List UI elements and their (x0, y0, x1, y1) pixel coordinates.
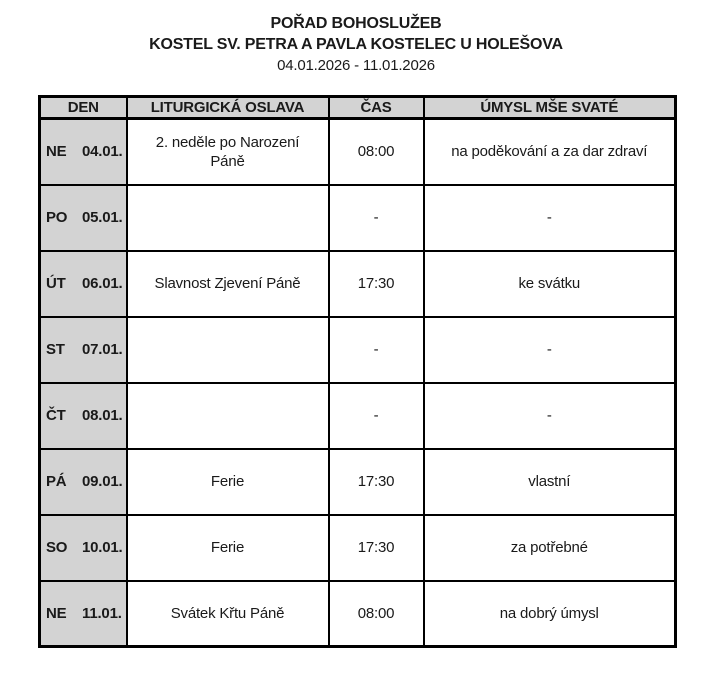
day-cell (40, 119, 127, 185)
col-header-den: DEN (40, 97, 127, 119)
intention-cell: na poděkování a za dar zdraví (424, 119, 676, 185)
schedule-body (40, 119, 676, 647)
table-row (40, 119, 676, 185)
col-header-umysl-mse-svate: ÚMYSL MŠE SVATÉ (424, 97, 676, 119)
celebration-cell (127, 185, 329, 251)
day-cell (40, 383, 127, 449)
intention-cell: vlastní (424, 449, 676, 515)
day-date: 10.01. (82, 539, 123, 556)
table-row (40, 185, 676, 251)
table-row (40, 581, 676, 647)
day-cell (40, 185, 127, 251)
day-abbr: PO (46, 209, 68, 226)
schedule-table (38, 95, 677, 648)
day-cell (40, 515, 127, 581)
col-header-liturgicka-oslava: LITURGICKÁ OSLAVA (127, 97, 329, 119)
time-cell: 17:30 (329, 251, 424, 317)
intention-cell: - (424, 185, 676, 251)
day-date: 07.01. (82, 341, 123, 358)
celebration-cell (127, 383, 329, 449)
table-row (40, 515, 676, 581)
time-cell: 08:00 (329, 581, 424, 647)
col-header-cas: ČAS (329, 97, 424, 119)
day-cell (40, 317, 127, 383)
day-date: 04.01. (82, 143, 123, 161)
day-date: 09.01. (82, 473, 123, 490)
table-row (40, 449, 676, 515)
celebration-cell: 2. neděle po Narození Páně (127, 119, 329, 185)
day-abbr: ČT (46, 407, 66, 424)
celebration-cell (127, 317, 329, 383)
table-row (40, 317, 676, 383)
time-cell: - (329, 383, 424, 449)
day-abbr: NE (46, 604, 67, 622)
table-row (40, 383, 676, 449)
day-date: 05.01. (82, 209, 123, 226)
day-cell (40, 581, 127, 647)
day-date: 11.01. (82, 604, 122, 622)
time-cell: 17:30 (329, 515, 424, 581)
celebration-cell: Ferie (127, 515, 329, 581)
celebration-cell: Svátek Křtu Páně (127, 581, 329, 647)
intention-cell: - (424, 317, 676, 383)
page-title: POŘAD BOHOSLUŽEB (270, 15, 442, 32)
time-cell: - (329, 317, 424, 383)
date-range: 04.01.2026 - 11.01.2026 (277, 57, 435, 74)
day-cell (40, 449, 127, 515)
time-cell: - (329, 185, 424, 251)
celebration-cell: Ferie (127, 449, 329, 515)
time-cell: 08:00 (329, 119, 424, 185)
day-date: 08.01. (82, 407, 123, 424)
day-date: 06.01. (82, 275, 123, 292)
day-abbr: SO (46, 539, 68, 556)
intention-cell: ke svátku (424, 251, 676, 317)
day-abbr: ÚT (46, 275, 66, 292)
day-abbr: PÁ (46, 473, 67, 490)
time-cell: 17:30 (329, 449, 424, 515)
day-abbr: ST (46, 341, 65, 358)
church-name: KOSTEL SV. PETRA A PAVLA KOSTELEC U HOLEŠOVA (149, 36, 563, 53)
intention-cell: za potřebné (424, 515, 676, 581)
day-abbr: NE (46, 143, 67, 161)
header-row (40, 97, 676, 119)
table-row (40, 251, 676, 317)
intention-cell: na dobrý úmysl (424, 581, 676, 647)
document-header (0, 0, 712, 76)
intention-cell: - (424, 383, 676, 449)
day-cell (40, 251, 127, 317)
celebration-cell: Slavnost Zjevení Páně (127, 251, 329, 317)
